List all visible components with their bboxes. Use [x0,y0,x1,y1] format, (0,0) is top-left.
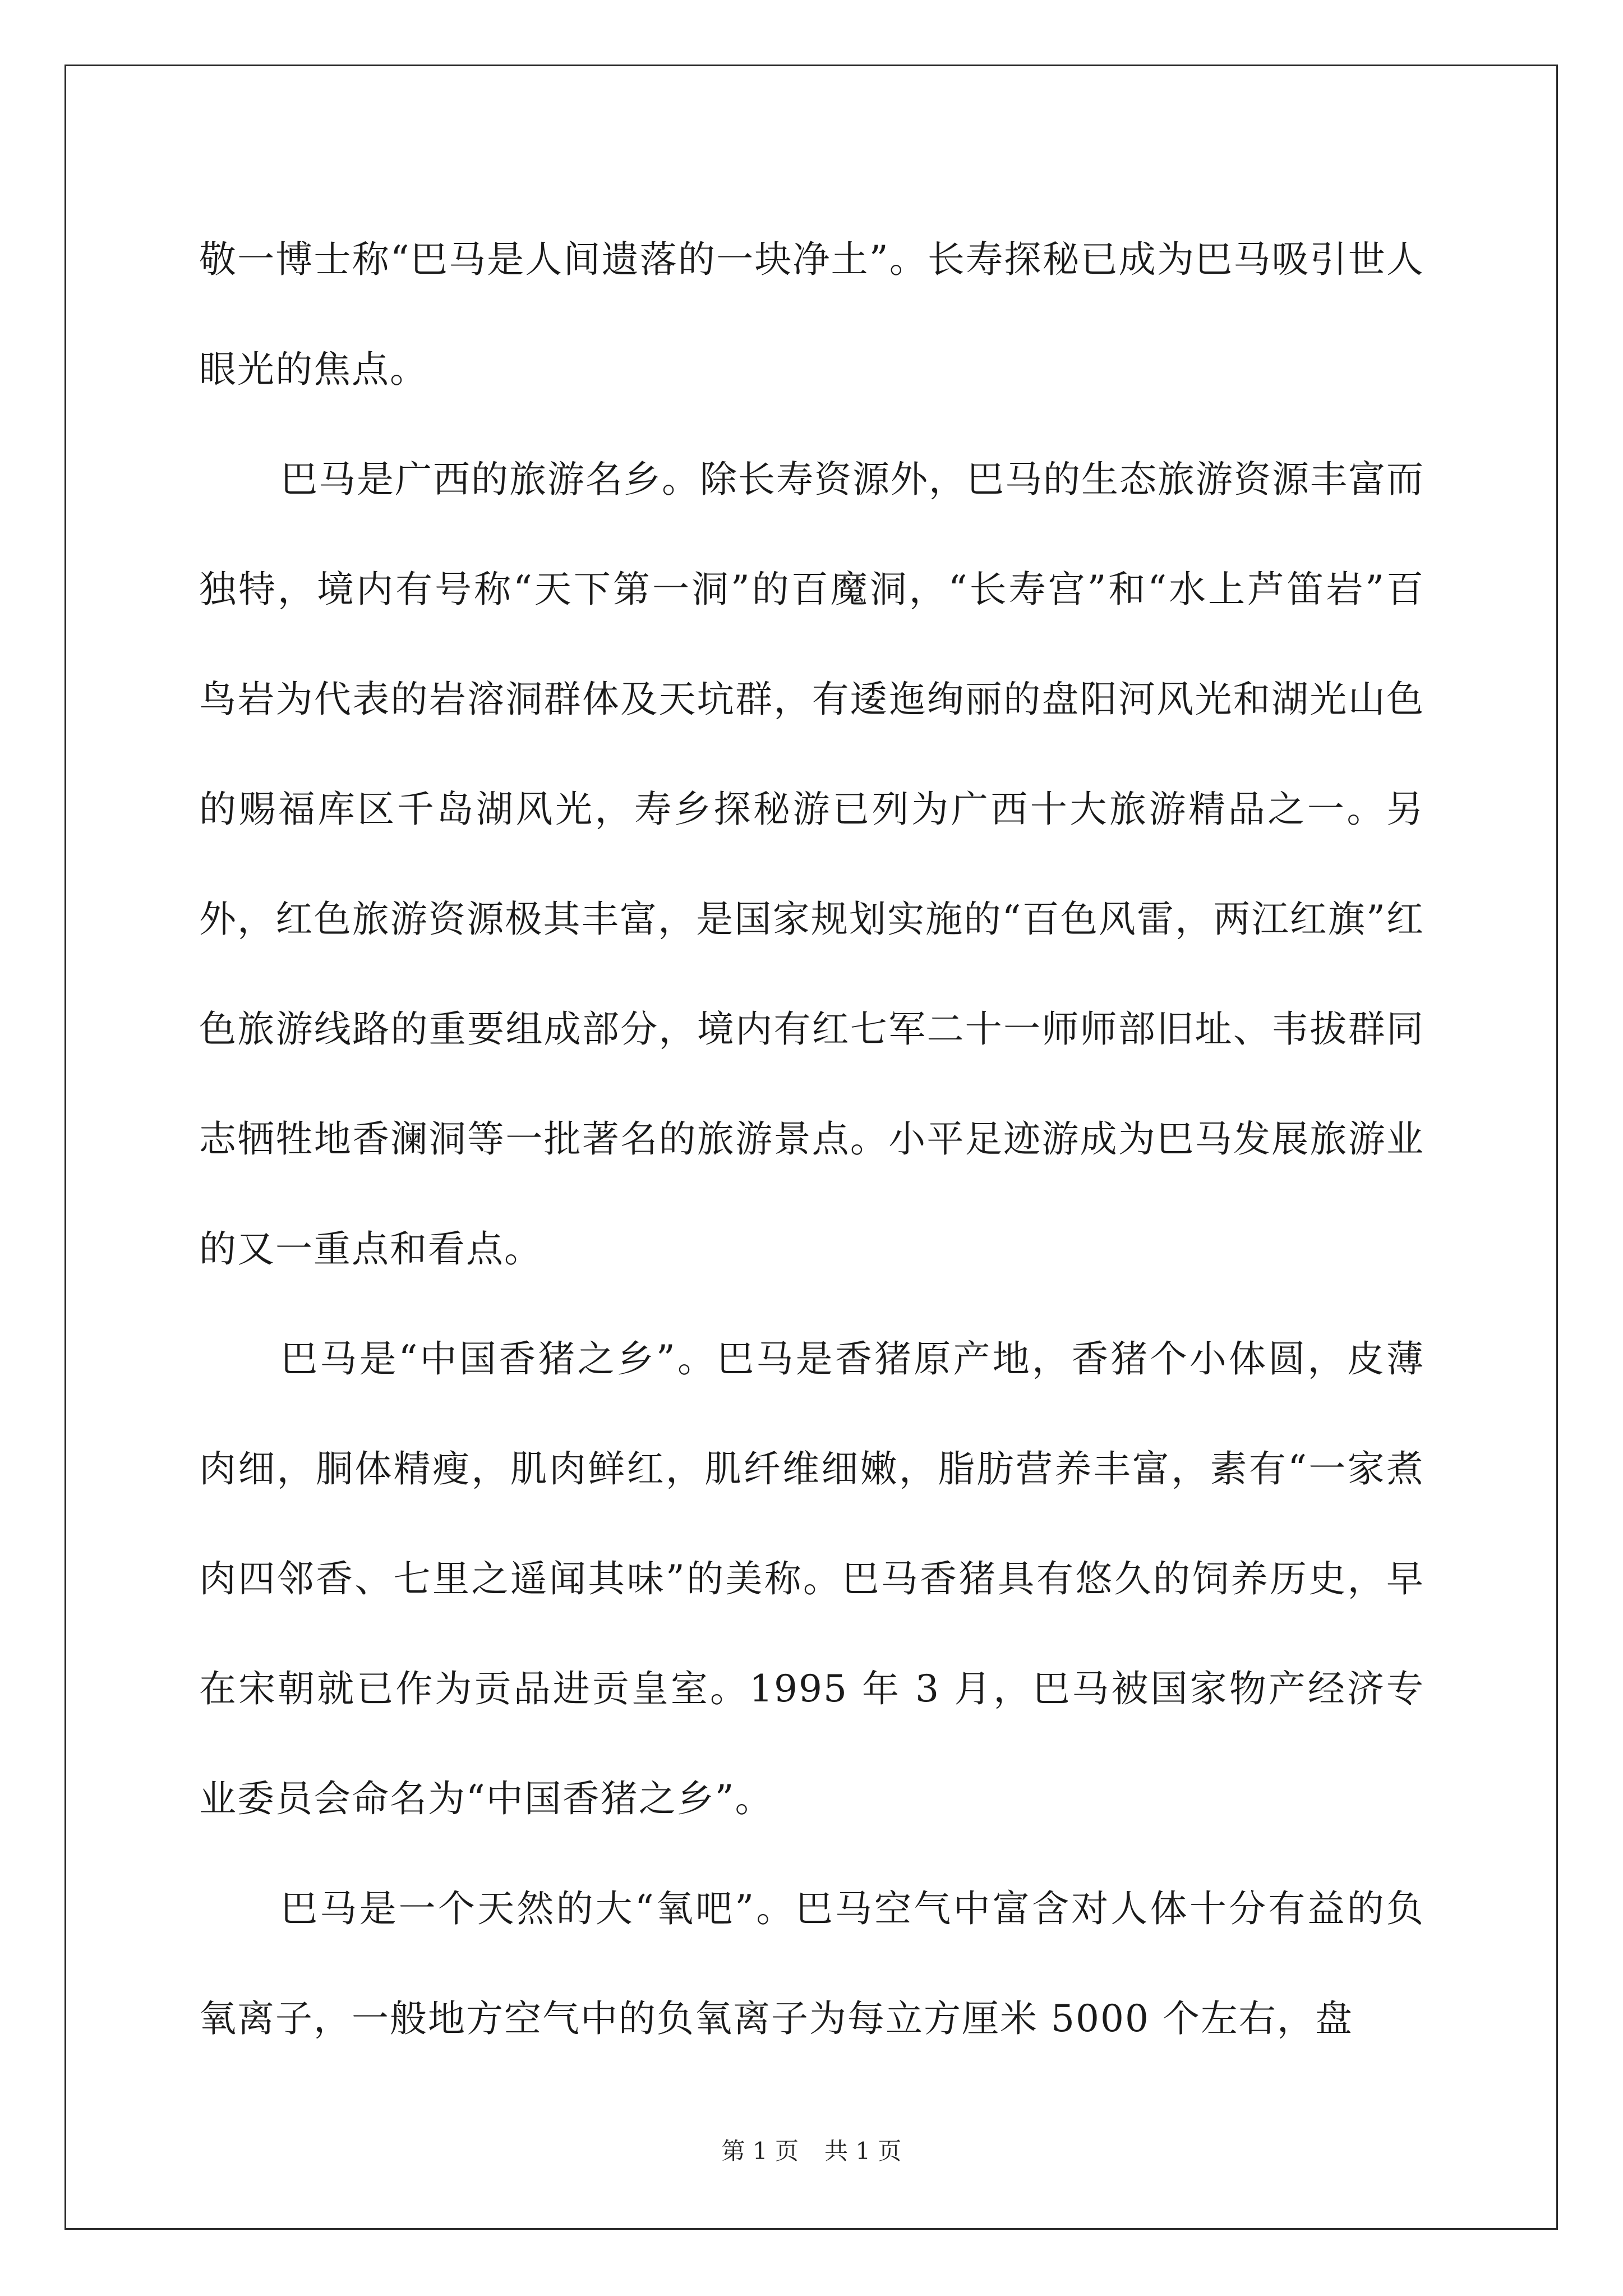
paragraph: 巴马是广西的旅游名乡。除长寿资源外，巴马的生态旅游资源丰富而独特，境内有号称“天下第一洞”的百魔洞，“长寿宫”和“水上芦笛岩”百鸟岩为代表的岩溶洞群体及天坑群，有逶迤绚丽的盘阳河风光和湖光山色的赐福库区千岛湖风光，寿乡探秘游已列为广西十大旅游精品之一。另外，红色旅游资源极其丰富，是国家规划实施的“百色风雷，两江红旗”红色旅游线路的重要组成部分，境内有红七军二十一师师部旧址、韦拔群同志牺牲地香澜洞等一批著名的旅游景点。小平足迹游成为巴马发展旅游业的又一重点和看点。 [199,458,1424,1271]
page-number: 第 1 页 [721,2137,799,2165]
paragraph: 巴马是一个天然的大“氧吧”。巴马空气中富含对人体十分有益的负氧离子，一般地方空气中的负氧离子为每立方厘米 5000 个左右，盘 [199,1887,1424,2040]
paragraph: 巴马是“中国香猪之乡”。巴马是香猪原产地，香猪个小体圆，皮薄肉细，胴体精瘦，肌肉鲜红，肌纤维细嫩，脂肪营养丰富，素有“一家煮肉四邻香、七里之遥闻其味”的美称。巴马香猪具有悠久的饲养历史，早在宋朝就已作为贡品进贡皇室。1995 年 3 月，巴马被国家物产经济专业委员会命名为“中国香猪之乡”。 [199,1337,1424,1820]
page-total: 共 1 页 [824,2137,902,2165]
document-body [199,205,1424,2074]
paragraph: 敬一博士称“巴马是人间遗落的一块净土”。长寿探秘已成为巴马吸引世人眼光的焦点。 [199,238,1424,391]
page-footer [0,2134,1623,2168]
